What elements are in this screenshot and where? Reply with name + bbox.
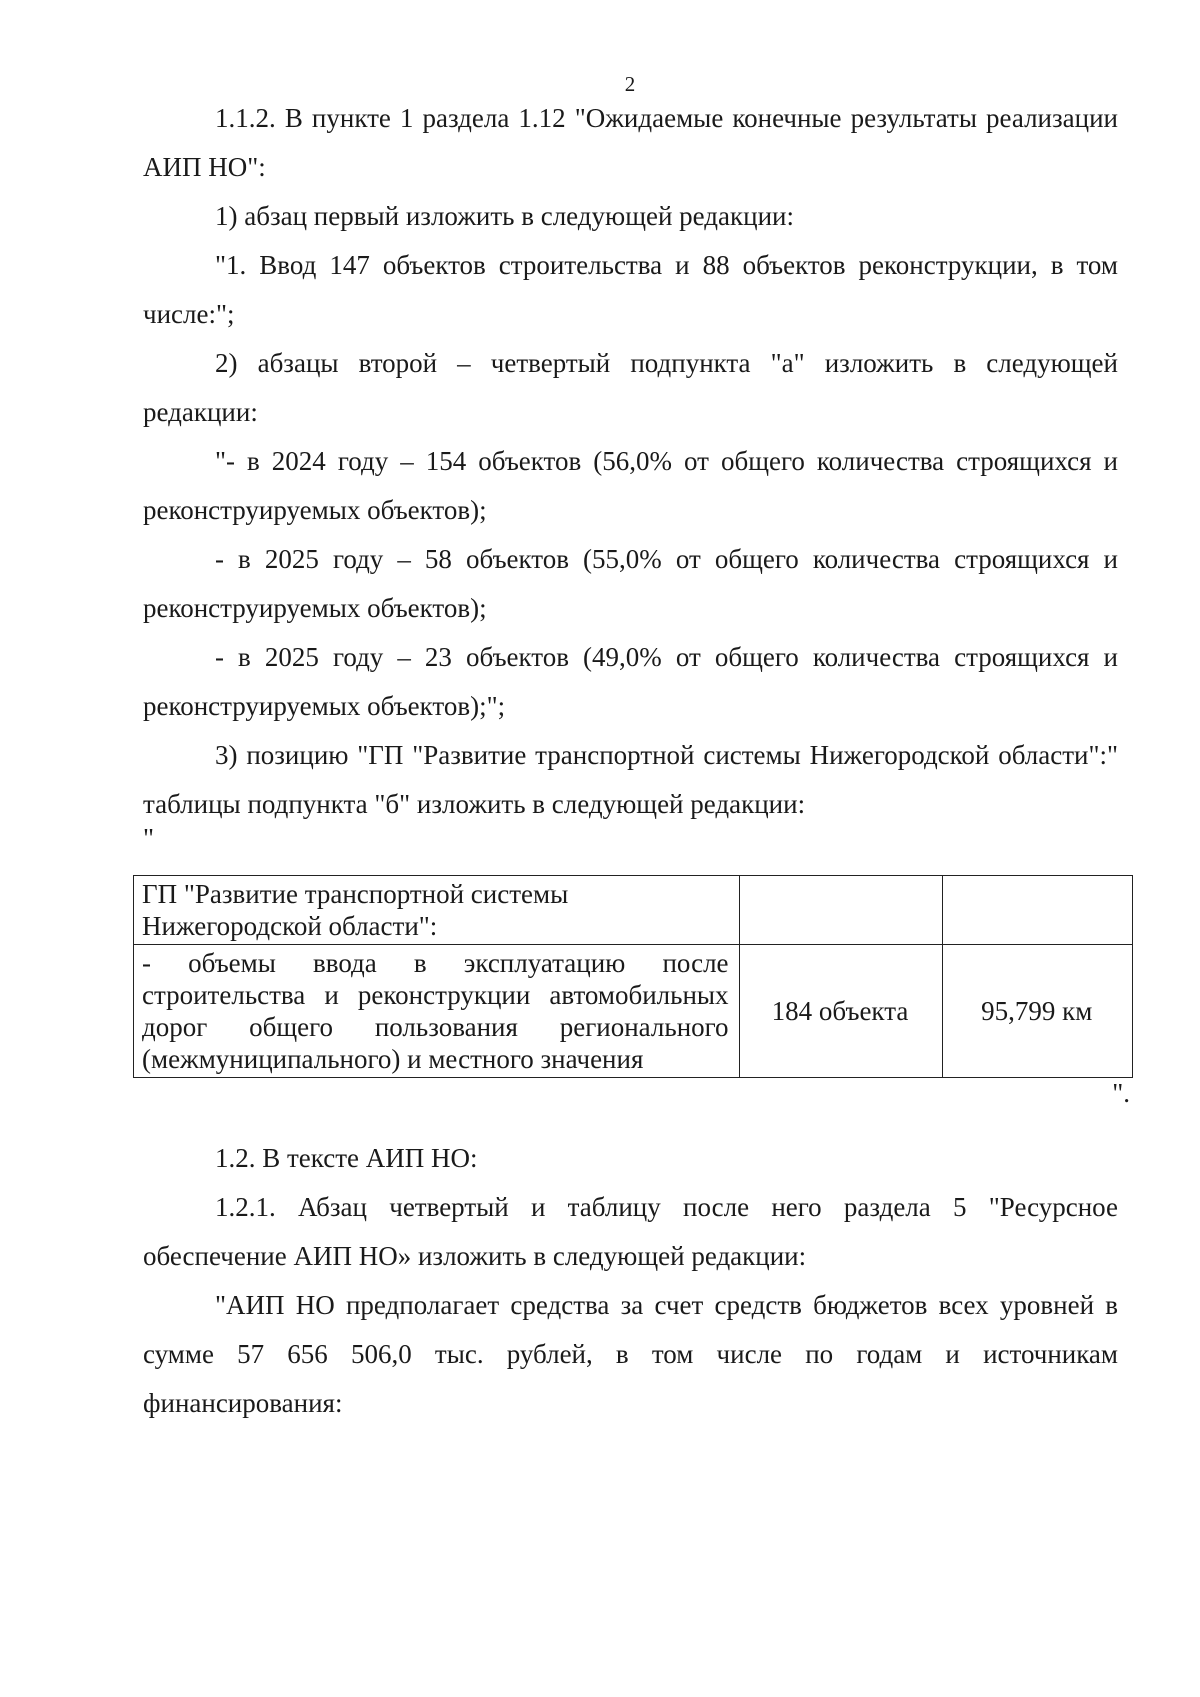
paragraph-item-3: 3) позицию "ГП "Развитие транспортной системы Нижегородской области":" таблицы подпункта "б" изложить в следующей редакции: — [143, 740, 1118, 819]
paragraph-1-1-2: 1.1.2. В пункте 1 раздела 1.12 "Ожидаемые конечные результаты реализации АИП НО": — [143, 103, 1118, 182]
paragraph-1-2: 1.2. В тексте АИП НО: — [215, 1143, 478, 1173]
table-open-quote: " — [143, 823, 155, 853]
table-cell-empty — [943, 876, 1133, 945]
paragraph-year-2024: "- в 2024 году – 154 объектов (56,0% от общего количества строящихся и реконструируемых объектов); — [143, 446, 1118, 525]
paragraph-financing: "АИП НО предполагает средства за счет средств бюджетов всех уровней в сумме 57 656 506,0 тыс. рублей, в том числе по годам и источникам финансирования: — [143, 1290, 1118, 1418]
table-row — [134, 945, 1133, 1078]
paragraph-1-2-1: 1.2.1. Абзац четвертый и таблицу после него раздела 5 "Ресурсное обеспечение АИП НО» изложить в следующей редакции: — [143, 1192, 1118, 1271]
table-cell-program-name: ГП "Развитие транспортной системы Нижегородской области": — [134, 876, 740, 945]
table-cell-indicator: - объемы ввода в эксплуатацию после строительства и реконструкции автомобильных дорог общего пользования регионального (межмуниципального) и местного значения — [134, 945, 740, 1078]
document-body — [142, 94, 1130, 1428]
table-close-quote: ". — [1112, 1078, 1130, 1108]
page-number: 2 — [624, 72, 636, 96]
paragraph-item-2: 2) абзацы второй – четвертый подпункта "а" изложить в следующей редакции: — [143, 348, 1118, 427]
table-cell-empty — [739, 876, 943, 945]
paragraph-item-1: 1) абзац первый изложить в следующей редакции: — [215, 201, 794, 231]
table-cell-objects-count: 184 объекта — [739, 945, 943, 1078]
results-table — [133, 875, 1133, 1078]
paragraph-year-2025-a: - в 2025 году – 58 объектов (55,0% от общего количества строящихся и реконструируемых объектов); — [143, 544, 1118, 623]
paragraph-quote-1: "1. Ввод 147 объектов строительства и 88 объектов реконструкции, в том числе:"; — [143, 250, 1118, 329]
table-cell-road-length: 95,799 км — [943, 945, 1133, 1078]
table-row — [134, 876, 1133, 945]
paragraph-year-2025-b: - в 2025 году – 23 объектов (49,0% от общего количества строящихся и реконструируемых объектов);"; — [143, 642, 1118, 721]
